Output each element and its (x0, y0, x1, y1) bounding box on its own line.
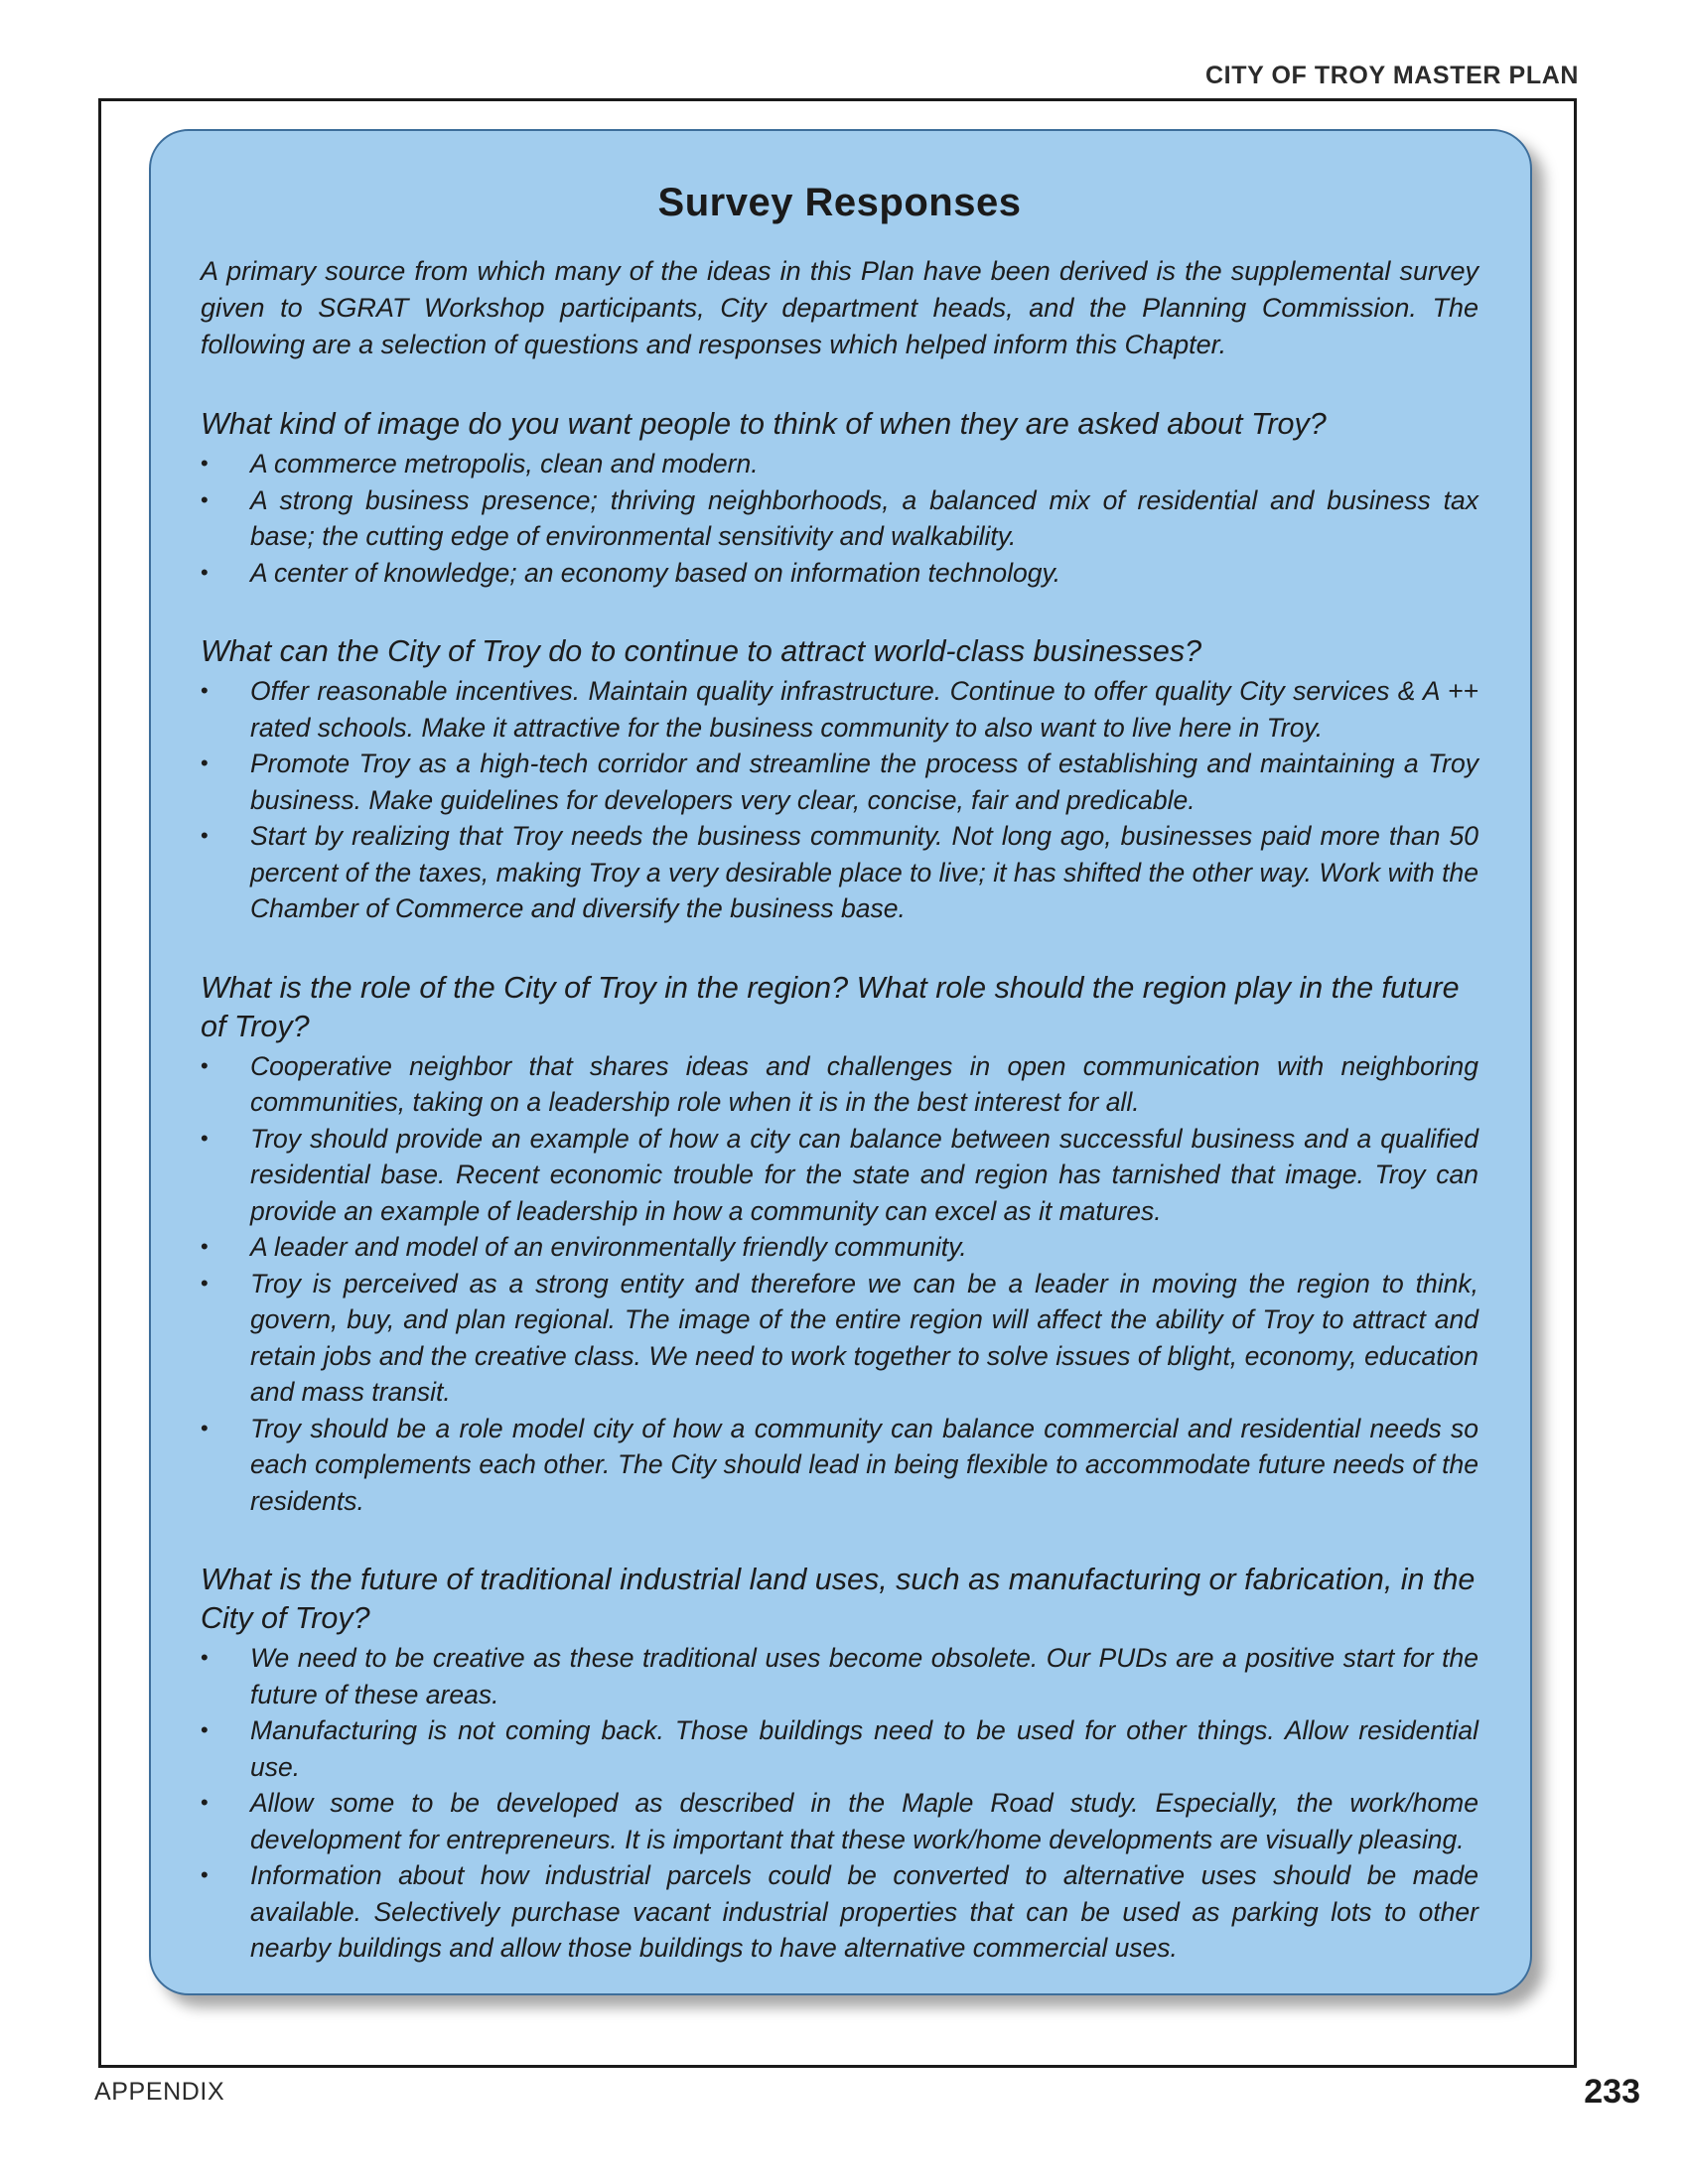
answer-list (201, 673, 1478, 927)
answer-text: Cooperative neighbor that shares ideas and challenges in open communication with neighboring communities, taking on a leadership role when it is in the best interest for all. (250, 1050, 1478, 1117)
bullet-icon: • (201, 1052, 209, 1078)
answer-text: Troy should provide an example of how a city can balance between successful business and a qualified residential base. Recent economic trouble for the state and region has tarnished that image. Troy can provide an example of leadership in how a community can excel as it matures. (250, 1123, 1478, 1226)
answer-text: Information about how industrial parcels could be converted to alternative uses should be made available. Selectively purchase vacant industrial properties that can be used as parking lots to other nearby buildings and allow those buildings to have alternative commercial uses. (250, 1860, 1478, 1963)
bullet-icon: • (201, 823, 209, 848)
answer-text: A center of knowledge; an economy based on information technology. (250, 557, 1061, 588)
bullet-icon: • (201, 1717, 209, 1742)
bullet-icon: • (201, 1415, 209, 1440)
survey-section (201, 632, 1478, 927)
page-number: 233 (1584, 2073, 1640, 2111)
answer-item (201, 1640, 1478, 1712)
bullet-icon: • (201, 1234, 209, 1259)
answer-item (201, 1857, 1478, 1967)
answer-text: Troy should be a role model city of how a community can balance commercial and residential needs so each complements each other. The City should lead in being flexible to accommodate future needs of the residents. (250, 1413, 1478, 1516)
running-header: CITY OF TROY MASTER PLAN (1205, 62, 1579, 89)
panel-title: Survey Responses (657, 181, 1022, 224)
footer-section-label: APPENDIX (94, 2078, 225, 2106)
answer-text: Start by realizing that Troy needs the business community. Not long ago, businesses paid more than 50 percent of the taxes, making Troy a very desirable place to live; it has shifted the other way. Work with the Chamber of Commerce and diversify the business base. (250, 821, 1478, 923)
answer-item (201, 1048, 1478, 1121)
question-heading: What kind of image do you want people to think of when they are asked about Troy? (201, 407, 1327, 441)
answer-text: A strong business presence; thriving neighborhoods, a balanced mix of residential and business tax base; the cutting edge of environmental sensitivity and walkability. (250, 484, 1478, 551)
answer-item (201, 1712, 1478, 1785)
survey-panel (149, 129, 1532, 1995)
survey-section (201, 969, 1478, 1520)
answer-list (201, 1048, 1478, 1520)
question-heading: What is the future of traditional industrial land uses, such as manufacturing or fabrication, in the City of Troy? (201, 1563, 1476, 1635)
answer-item (201, 1785, 1478, 1857)
survey-section (201, 405, 1478, 591)
answer-item (201, 1411, 1478, 1520)
bullet-icon: • (201, 451, 209, 476)
answer-item (201, 1121, 1478, 1230)
answer-text: Troy is perceived as a strong entity and therefore we can be a leader in moving the region to think, govern, buy, and plan regional. The image of the entire region will affect the ability of Troy to attract and retain jobs and the creative class. We need to work together to solve issues of blight, economy, education and mass transit. (250, 1268, 1478, 1407)
bullet-icon: • (201, 678, 209, 703)
answer-text: A leader and model of an environmentally friendly community. (250, 1232, 967, 1262)
answer-item (201, 673, 1478, 746)
intro-paragraph: A primary source from which many of the ideas in this Plan have been derived is the supplemental survey given to SGRAT Workshop participants, City department heads, and the Planning Commission. The following are a selection of questions and responses which helped inform this Chapter. (201, 256, 1478, 359)
answer-list (201, 1640, 1478, 1967)
answer-item (201, 746, 1478, 818)
answer-item (201, 482, 1478, 555)
question-heading: What is the role of the City of Troy in the region? What role should the region play in the future of Troy? (201, 970, 1460, 1043)
bullet-icon: • (201, 1790, 209, 1815)
bullet-icon: • (201, 559, 209, 585)
answer-item (201, 818, 1478, 927)
bullet-icon: • (201, 1270, 209, 1296)
answer-item (201, 555, 1478, 592)
answer-item (201, 1229, 1478, 1266)
answer-list (201, 446, 1478, 591)
survey-section (201, 1561, 1478, 1967)
question-heading: What can the City of Troy do to continue to attract world-class businesses? (201, 634, 1202, 668)
answer-text: A commerce metropolis, clean and modern. (250, 449, 759, 478)
bullet-icon: • (201, 486, 209, 512)
answer-item (201, 446, 1478, 482)
answer-text: Promote Troy as a high-tech corridor and streamline the process of establishing and maintaining a Troy business. Make guidelines for developers very clear, concise, fair and predicable. (250, 749, 1478, 815)
answer-text: We need to be creative as these traditional uses become obsolete. Our PUDs are a positive start for the future of these areas. (250, 1643, 1478, 1709)
bullet-icon: • (201, 1125, 209, 1151)
answer-text: Offer reasonable incentives. Maintain quality infrastructure. Continue to offer quality City services & A ++ rated schools. Make it attractive for the business community to also want to live here in Troy. (250, 676, 1478, 743)
bullet-icon: • (201, 751, 209, 775)
answer-item (201, 1266, 1478, 1411)
answer-text: Allow some to be developed as described in the Maple Road study. Especially, the work/home development for entrepreneurs. It is important that these work/home developments are visually pleasing. (250, 1788, 1478, 1854)
bullet-icon: • (201, 1862, 209, 1887)
answer-text: Manufacturing is not coming back. Those buildings need to be used for other things. Allow residential use. (250, 1715, 1478, 1782)
bullet-icon: • (201, 1645, 209, 1670)
